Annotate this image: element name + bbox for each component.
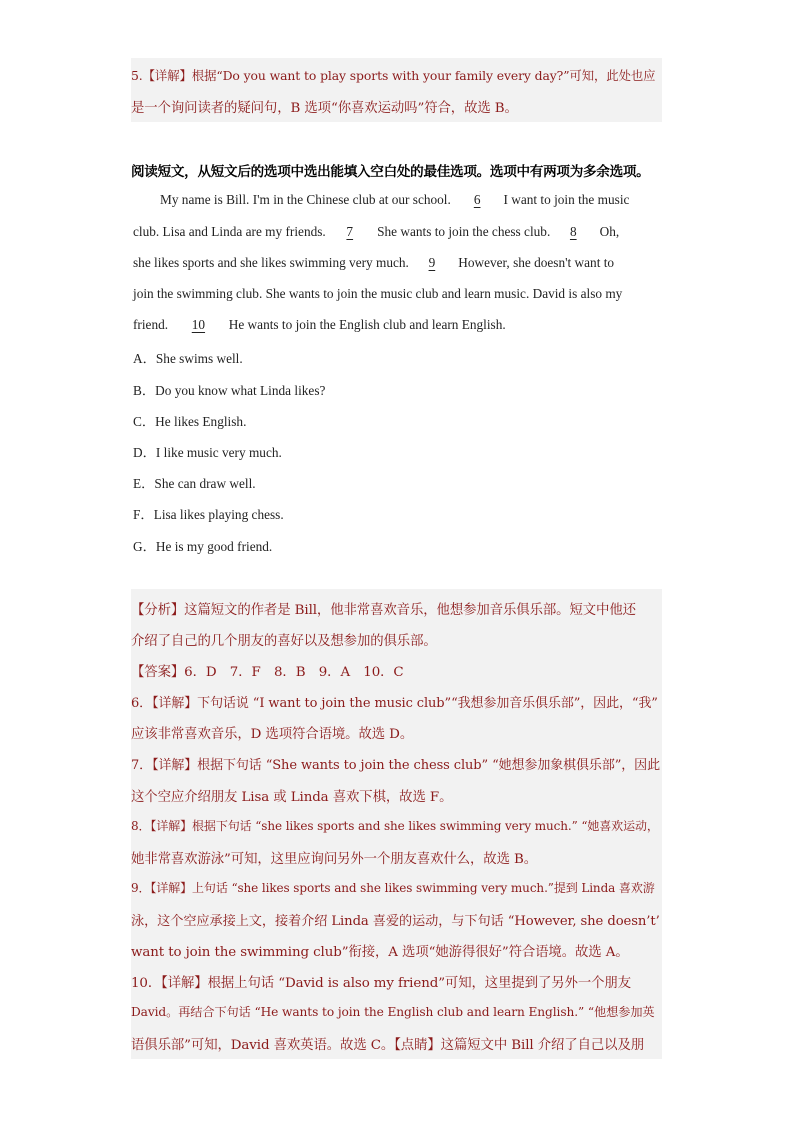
passage-text: club. Lisa and Linda are my friends. [133, 224, 326, 239]
detail-8-line-1: 8．【详解】根据下句话 “she likes sports and she likes swimming very much.” “她喜欢运动， [131, 819, 659, 833]
passage-text: I want to join the music [500, 192, 630, 207]
detail-6-line-1: 6．【详解】下句话说 “I want to join the music club”“我想参加音乐俱乐部”，因此，“我” [131, 696, 658, 711]
option-d: D．I like music very much. [133, 445, 282, 460]
detail-9-line-1: 9．【详解】上句话 “she likes sports and she likes swimming very much.”提到 Linda 喜欢游 [131, 881, 655, 895]
passage-line-3 [133, 255, 614, 271]
option-c: C．He likes English. [133, 414, 247, 429]
blank-7-number: 7 [346, 224, 354, 239]
section-heading: 阅读短文，从短文后的选项中选出能填入空白处的最佳选项。选项中有两项为多余选项。 [131, 164, 650, 180]
passage-line-5 [133, 317, 506, 333]
detail-8-line-2: 她非常喜欢游泳”可知，这里应询问另外一个朋友喜欢什么，故选 B。 [131, 852, 538, 867]
option-g: G．He is my good friend. [133, 539, 273, 554]
passage-text: She wants to join the chess club. [373, 224, 551, 239]
passage-text: friend. [133, 317, 172, 332]
passage-text: My name is Bill. I'm in the Chinese club at our school. [160, 192, 455, 207]
passage-text: she likes sports and she likes swimming very much. [133, 255, 409, 270]
option-b: B．Do you know what Linda likes? [133, 383, 326, 398]
option-f: F．Lisa likes playing chess. [133, 507, 284, 522]
detail-5-line-1: 5.【详解】根据“Do you want to play sports with your family every day?”可知，此处也应 [131, 68, 656, 83]
blank-9-number: 9 [428, 255, 436, 270]
blank-7 [326, 224, 374, 240]
analysis-block [131, 589, 662, 1059]
detail-6-line-2: 应该非常喜欢音乐，D 选项符合语境。故选 D。 [131, 727, 414, 742]
detail-7-line-2: 这个空应介绍朋友 Lisa 或 Linda 喜欢下棋，故选 F。 [131, 790, 453, 805]
passage-line-1 [160, 192, 629, 208]
blank-10 [171, 317, 225, 333]
option-a: A．She swims well. [133, 351, 243, 366]
passage-text: He wants to join the English club and learn English. [225, 317, 506, 332]
blank-6-number: 6 [473, 192, 481, 207]
passage-line-2 [133, 224, 619, 240]
option-e: E．She can draw well. [133, 476, 256, 491]
blank-6 [454, 192, 500, 208]
blank-8-number: 8 [569, 224, 577, 239]
analysis-line-1: 【分析】这篇短文的作者是 Bill，他非常喜欢音乐，他想参加音乐俱乐部。短文中他还 [131, 603, 636, 618]
blank-8 [550, 224, 596, 240]
blank-10-number: 10 [191, 317, 206, 332]
passage-text: Oh, [596, 224, 620, 239]
detail-5-block [131, 58, 662, 122]
passage-line-4: join the swimming club. She wants to join the music club and learn music. David is also my [133, 286, 623, 301]
detail-9-line-2: 泳，这个空应承接上文，接着介绍 Linda 喜爱的运动，与下句话 “However, she doesn’t’ [131, 914, 660, 929]
answer-line: 【答案】6．D 7．F 8．B 9．A 10．C [131, 665, 404, 680]
detail-5-line-2: 是一个询问读者的疑问句，B 选项“你喜欢运动吗”符合，故选 B。 [131, 101, 518, 116]
detail-10-line-3: 语俱乐部”可知，David 喜欢英语。故选 C。【点睛】这篇短文中 Bill 介绍了自己以及朋 [131, 1038, 645, 1053]
passage-text: However, she doesn't want to [454, 255, 615, 270]
analysis-line-2: 介绍了自己的几个朋友的喜好以及想参加的俱乐部。 [131, 634, 437, 649]
detail-7-line-1: 7．【详解】根据下句话 “She wants to join the chess club” “她想参加象棋俱乐部”，因此 [131, 758, 660, 773]
detail-10-line-2: David。再结合下句话 “He wants to join the English club and learn English.” “他想参加英 [131, 1005, 655, 1019]
blank-9 [409, 255, 455, 271]
detail-10-line-1: 10．【详解】根据上句话 “David is also my friend”可知，这里提到了另外一个朋友 [131, 976, 632, 991]
detail-9-line-3: want to join the swimming club”衔接，A 选项“她游得很好”符合语境。故选 A。 [131, 945, 629, 960]
